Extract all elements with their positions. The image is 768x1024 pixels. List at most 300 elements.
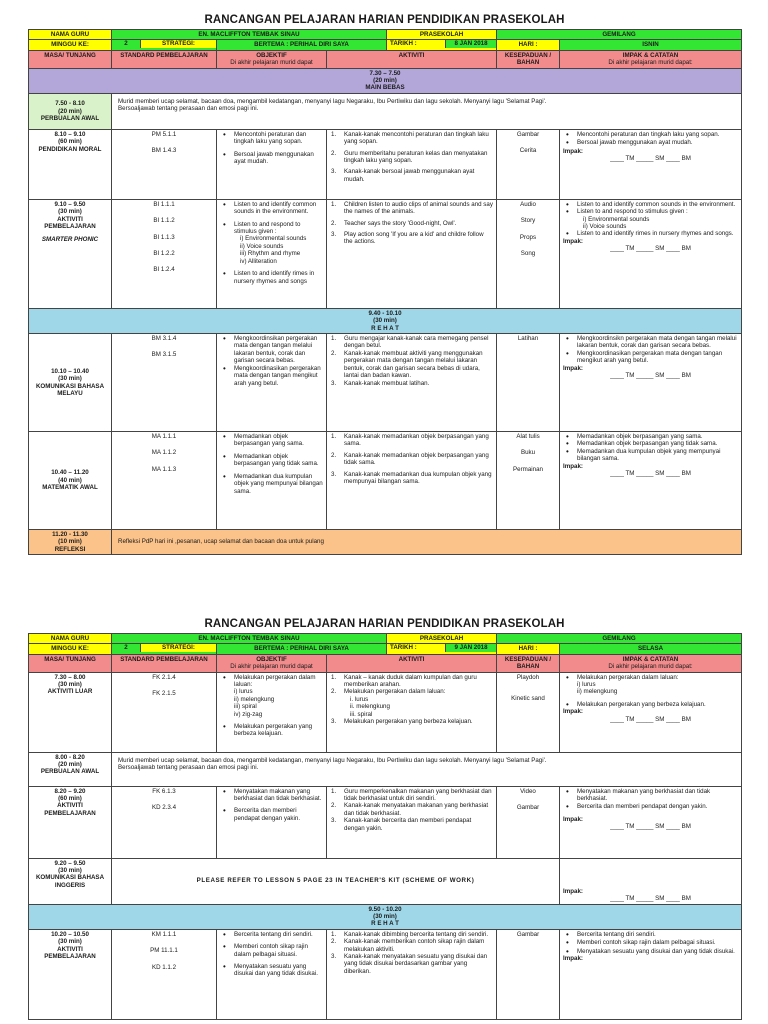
last-learning-time [29,929,112,1019]
col-standard: STANDARD PEMBELAJARAN [112,50,217,68]
objective-text: Listen to and respond to stimulus given : [234,220,301,236]
objective-item: • Menyatakan sesuatu yang disukai dan yang tidak disukai. [234,963,323,978]
last-learning-impact [560,929,742,1019]
activity-text: Children listen to audio clips of animal sounds and say the names of the animals. [344,200,493,216]
day-value: ISNIN [560,40,742,50]
free-play-duration: (20 min) [373,77,397,85]
standard-code: BI 1.1.2 [153,217,175,225]
activity-subitem: i. lurus [350,695,369,703]
date-value: 8 JAN 2018 [445,40,496,47]
english-row [29,858,742,904]
lesson-plan-tuesday [28,618,741,1020]
last-learning-objectives [217,929,327,1019]
activity-text: Kanak-kanak memberikan contoh sikap rajin dalam melakukan aktiviti. [344,938,485,953]
duration: (60 min) [58,138,82,146]
session-label: MATEMATIK AWAL [42,484,98,492]
material: Alat tulis [516,433,540,441]
week-strategy-cell [112,644,217,654]
impact-item: • Menyatakan makanan yang berkhasiat dan tidak berkhasiat. [577,788,738,803]
material: Gambar [516,130,540,138]
time-range: 7.50 - 8.10 [55,100,85,108]
malay-activities [327,334,497,432]
learning-materials [497,786,560,858]
column-headers [29,654,742,672]
activity-text: Kanak-kanak menyatakan sesuatu yang disukai dan yang tidak disukai berdasarkan gambar yang diberikan. [344,953,488,975]
col-impact [560,654,742,672]
impact-scale: ____ TM _____ SM ____ BM [610,895,691,903]
page-title: RANCANGAN PELAJARAN HARIAN PENDIDIKAN PRASEKOLAH [204,618,565,630]
learning-objectives [217,786,327,858]
free-play-row [29,68,742,93]
week-label: MINGGU KE: [29,644,112,654]
learning-impact [560,786,742,858]
impact-label: Impak: [563,462,583,470]
col-objective-sub: Di akhir pelajaran murid dapat [230,59,313,67]
math-impact [560,432,742,530]
objective-item: • Listen to and identify rimes in nursery rhymes and songs [234,270,323,285]
break-duration: (30 min) [373,913,397,921]
duration: (30 min) [58,375,82,383]
col-impact [560,50,742,68]
session-label: AKTIVITI PEMBELAJARAN [44,802,96,817]
impact-item: • Mencontohi peraturan dan tingkah laku yang sopan. [577,131,738,138]
break-duration: (30 min) [373,317,397,325]
material: Video [520,787,536,795]
objective-item: • Melakukan pergerakan yang berbeza kelajuan. [234,723,323,738]
break-row [29,904,742,929]
standard-code: KM 1.1.1 [151,930,177,938]
duration: (10 min) [58,538,82,546]
math-time [29,432,112,530]
activity-text: Kanak-kanak membuat latihan. [344,379,430,387]
activity-text: Play action song 'If you are a kid' and childre follow the actions. [344,231,484,246]
header-row-teacher [29,634,742,644]
impact-item: • Bercerita tentang diri sendiri. [577,931,738,938]
activity-item: 3. Melakukan pergerakan yang berbeza kelajuan. [331,718,473,726]
time-range: 7.30 – 8.00 [54,673,86,681]
session-label: AKTIVITI LUAR [47,688,93,696]
lesson-plan-table [28,29,742,555]
objective-item: • Mencontohi peraturan dan tingkah laku yang sopan. [234,131,323,146]
material: Buku [520,449,536,457]
material: Playdoh [516,673,540,681]
reflection-time [29,530,112,555]
math-materials [497,432,560,530]
column-headers [29,50,742,68]
material: Gambar [516,930,540,938]
duration: (20 min) [58,107,82,115]
time-range: 10.10 – 10.40 [51,367,89,375]
math-standards [112,432,217,530]
phonic-row [29,199,742,308]
morning-talk-row [29,93,742,129]
outdoor-time [29,672,112,752]
col-impact-sub: Di akhir pelajaran murid dapat: [608,59,693,67]
malay-objectives [217,334,327,432]
date-label: TARIKH : [390,40,417,48]
col-objective-title: OBJEKTIF [256,655,287,663]
moral-impact [560,129,742,199]
duration: (30 min) [58,208,82,216]
activity-text: Guru mengajar kanak-kanak cara memegang pensel dengan betul. [344,335,489,350]
class-name: GEMILANG [497,634,742,644]
objective-item [234,221,323,265]
activity-text: Melakukan pergerakan yang berbeza kelajuan. [344,718,473,726]
english-note: PLEASE REFER TO LESSON 5 PAGE 23 IN TEACHER'S KIT (SCHEME OF WORK) [112,858,560,904]
lesson-plan-monday [28,14,741,555]
strategy-label: STRATEGI: [140,644,216,651]
malay-materials [497,334,560,432]
impact-item: • Menyatakan sesuatu yang disukai dan yang tidak disukai. [577,948,738,955]
theme: BERTEMA : PERIHAL DIRI SAYA [217,40,387,50]
objective-item: • Memadankan objek berpasangan yang tidak sama. [234,453,323,468]
header-row-week [29,40,742,50]
standard-code: MA 1.1.3 [151,465,177,473]
day-value: SELASA [560,644,742,654]
free-play-time: 7.30 – 7.50 [369,69,401,77]
material: Props [519,233,537,241]
phonic-standards [112,199,217,308]
col-activity: AKTIVITI [327,50,497,68]
activity-item: 3. Kanak-kanak menyatakan sesuatu yang disukai dan yang tidak disukai berdasarkan gambar yang diberikan. [331,953,488,975]
objective-item: • Memadankan dua kumpulan objek yang mempunyai bilangan sama. [234,473,323,495]
objective-subitem: ii) Voice sounds [240,242,284,250]
col-time: MASA/ TUNJANG [29,654,112,672]
preschool-label: PRASEKOLAH [387,634,497,644]
session-label: REFLEKSI [54,545,86,553]
morning-talk-text [112,752,742,786]
col-time: MASA/ TUNJANG [29,50,112,68]
activity-text: Kanak-kanak membuat aktiviti yang menggunakan pergerakan mata dengan tangan melalui lakaran bentuk, corak dan garisan secara bebas di udara, lantai dan badan kawan. [344,349,483,380]
objective-subitem: ii) melengkung [234,695,275,703]
activity-subitem: iii. spiral [350,710,373,718]
morning-talk-time [29,93,112,129]
theme: BERTEMA : PERIHAL DIRI SAYA [217,644,387,654]
session-label: AKTIVITI PEMBELAJARAN [44,215,96,231]
morning-talk-line-2: Bersoaljawab tentang perasaan dan emosi pagi ini. [118,105,259,113]
moral-row [29,129,742,199]
impact-label: Impak: [563,147,583,155]
impact-scale: ____ TM _____ SM ____ BM [610,823,691,831]
objective-item: • Listen to and identify common sounds in the environment. [234,201,323,216]
activity-item: 3. Play action song 'If you are a kid' and childre follow the actions. [331,231,484,246]
phonic-time [29,199,112,308]
outdoor-objectives [217,672,327,752]
activity-item: 1. Kanak-kanak mencontohi peraturan dan tingkah laku yang sopan. [331,130,489,146]
time-range: 8.00 - 8.20 [55,753,85,761]
duration: (20 min) [58,761,82,769]
material: Cerita [519,147,537,155]
impact-scale: ____ TM _____ SM ____ BM [610,245,691,253]
header-row-week [29,644,742,654]
activity-text: Kanak-kanak memadankan objek berpasangan yang tidak sama. [344,451,489,467]
impact-label: Impak: [563,815,583,823]
standard-code: BM 3.1.5 [151,351,177,359]
session-label: PERBUALAN AWAL [40,768,100,776]
objective-item: • Bercerita dan memberi pendapat dengan yakin. [234,807,323,822]
impact-text: Melakukan pergerakan dalam laluan: [577,673,679,681]
activity-text: Kanak-kanak bercerita dan memberi pendapat dengan yakin. [344,817,472,832]
strategy-label: STRATEGI: [140,40,216,47]
objective-item: • Mengkoordinasikan pergerakan mata dengan tangan mengikut arah yang betul. [234,365,323,387]
activity-item: 3. Kanak-kanak bersoal jawab menggunakan ayat mudah. [331,168,475,183]
activity-item: 1. Kanak-kanak dibimbing bercerita tentang diri sendiri. [331,930,489,938]
standard-code: FK 2.1.5 [152,690,176,698]
objective-item: • Memadankan objek berpasangan yang sama. [234,433,323,448]
morning-talk-line-1: Murid memberi ucap selamat, bacaan doa, mengambil kedatangan, menyanyi lagu Negaraku, Ibu Pertiwiku dan lagu sekolah. Menyanyi lagu 'Selamat Pagi'. [118,97,547,105]
activity-text: Kanak-kanak mencontohi peraturan dan tingkah laku yang sopan. [344,130,489,146]
impact-item: • Listen to and identify rimes in nursery rhymes and songs. [577,230,738,237]
standard-code: BM 3.1.4 [151,335,177,343]
duration: (30 min) [58,867,82,875]
standard-code: BI 1.1.1 [153,200,175,208]
day-label: HARI : [497,40,560,50]
impact-item: • Memadankan objek berpasangan yang sama. [577,433,738,440]
objective-subitem: iii) spiral [234,703,257,711]
time-range: 9.10 – 9.50 [54,200,86,208]
date-label: TARIKH : [390,644,417,652]
standard-code: MA 1.1.1 [151,433,177,441]
date-cell [387,40,497,50]
time-range: 9.20 – 9.50 [54,859,86,867]
col-objective [217,50,327,68]
week-label: MINGGU KE: [29,40,112,50]
col-impact-sub: Di akhir pelajaran murid dapat: [608,663,693,671]
last-learning-activities [327,929,497,1019]
duration: (30 min) [58,938,82,946]
learning-time [29,786,112,858]
col-integration: KESEPADUAN / BAHAN [497,654,560,672]
session-label: KOMUNIKASI BAHASA MELAYU [35,382,105,397]
material: Song [520,250,536,258]
activity-text: Kanak – kanak duduk dalam kumpulan dan guru memberikan arahan. [344,673,477,689]
col-integration: KESEPADUAN / BAHAN [497,50,560,68]
impact-label: Impak: [563,887,583,895]
objective-subitem: i) lurus [234,688,253,696]
objective-item: • Mengkoordinsikan pergerakan mata dengan tangan melalui lakaran bentuk, corak dan garisan secara bebas. [234,335,323,365]
morning-talk-line-1: Murid memberi ucap selamat, bacaan doa, mengambil kedatangan, menyanyi lagu Negaraku, Ibu Pertiwiku dan lagu sekolah. Menyanyi lagu 'Selamat Pagi'. [118,756,547,764]
standard-code: BI 1.1.3 [153,233,175,241]
last-learning-materials [497,929,560,1019]
activity-text: Kanak-kanak memadankan dua kumpulan objek yang mempunyai bilangan sama. [344,470,492,486]
standard-code: FK 6.1.3 [152,787,176,795]
impact-scale: ____ TM _____ SM ____ BM [610,372,691,380]
outdoor-materials [497,672,560,752]
break-time: 9.50 - 10.20 [368,905,402,913]
teacher-label: NAMA GURU [29,30,112,40]
impact-item: • Mengkoordinasikan pergerakan mata dengan tangan mengikut arah yang betul. [577,350,738,365]
objective-item: • Bercerita tentang diri sendiri. [234,931,323,938]
moral-time [29,129,112,199]
activity-item: 2. Teacher says the story 'Good-night, Owl'. [331,219,457,227]
impact-scale: ____ TM _____ SM ____ BM [610,715,691,723]
impact-label: Impak: [563,364,583,372]
activity-item: 3. Kanak-kanak membuat latihan. [331,379,430,387]
activity-item: 2. Kanak-kanak menyatakan makanan yang berkhasiat dan tidak berkhasiat. [331,802,489,817]
standard-code: PM 5.1.1 [151,130,177,138]
activity-subitem: ii. melengkung [350,703,390,711]
lesson-plan-table [28,633,742,1020]
activity-item: 1. Kanak-kanak memadankan objek berpasangan yang sama. [331,433,489,448]
activity-text: Melakukan pergerakan dalam laluan: [344,688,446,696]
math-activities [327,432,497,530]
activity-text: Teacher says the story 'Good-night, Owl'. [344,219,457,227]
outdoor-impact [560,672,742,752]
duration: (40 min) [58,476,82,484]
moral-activities [327,129,497,199]
standard-code: KD 2.3.4 [151,804,177,812]
malay-time [29,334,112,432]
date-cell [387,644,497,654]
objective-item [234,674,323,718]
material: Permainan [513,465,543,473]
impact-label: Impak: [563,237,583,245]
phonic-impact [560,199,742,308]
standard-code: BI 1.2.4 [153,266,175,274]
impact-item: • Memadankan dua kumpulan objek yang mempunyai bilangan sama. [577,448,738,463]
time-range: 10.20 – 10.50 [51,930,89,938]
break-label: R E H A T [371,324,399,332]
activity-text: Kanak-kanak bersoal jawab menggunakan ayat mudah. [344,168,475,183]
date-value: 9 JAN 2018 [445,644,496,651]
objective-item: • Menyatakan makanan yang berkhasiat dan tidak berkhasiat. [234,788,323,803]
break-row [29,308,742,333]
reflection-text: Refleksi PdP hari ini ,pesanan, ucap selamat dan bacaan doa untuk pulang [112,530,742,555]
objective-item: • Memberi contoh sikap rajin dalam pelbagai situasi. [234,943,323,958]
learning-activities [327,786,497,858]
moral-objectives [217,129,327,199]
session-sublabel: SMARTER PHONIC [41,236,99,244]
impact-item: • Listen to and identify common sounds in the environment. [577,201,738,208]
malay-impact [560,334,742,432]
standard-code: PM 11.1.1 [150,947,178,955]
time-range: 8.10 – 9.10 [54,130,86,138]
outdoor-activities [327,672,497,752]
last-learning-standards [112,929,217,1019]
activity-item: 2. Guru memberitahu peraturan kelas dan menyatakan tingkah laku yang sopan. [331,149,488,165]
activity-item: 1. Guru mengajar kanak-kanak cara memegang pensel dengan betul. [331,335,489,350]
activity-item: 2. Kanak-kanak memadankan objek berpasangan yang tidak sama. [331,451,489,467]
activity-item: 2. Kanak-kanak memberikan contoh sikap rajin dalam melakukan aktiviti. [331,938,485,953]
col-impact-title: IMPAK & CATATAN [622,655,679,663]
session-label: PERBUALAN AWAL [40,115,100,123]
activity-item: 2. Kanak-kanak membuat aktiviti yang menggunakan pergerakan mata dengan tangan melalui lakaran bentuk, corak dan garisan secara bebas di udara, lantai dan badan kawan. [331,349,483,380]
impact-item: • Memberi contoh sikap rajin dalam pelbagai situasi. [577,939,738,946]
standard-code: MA 1.1.2 [151,449,177,457]
impact-subitem: ii) melengkung [577,688,618,696]
activity-text: Guru memperkenalkan makanan yang berkhasiat dan tidak berkhasiat untuk diri sendiri. [344,787,492,803]
col-objective [217,654,327,672]
header-row-teacher [29,30,742,40]
impact-item: • Bercerita dan memberi pendapat dengan yakin. [577,803,738,810]
objective-subitem: i) Environmental sounds [240,235,307,243]
day-label: HARI : [497,644,560,654]
morning-talk-row [29,752,742,786]
activity-item: 3. Kanak-kanak bercerita dan memberi pendapat dengan yakin. [331,817,472,832]
break-time: 9.40 - 10.10 [368,309,402,317]
activity-item: 1. Guru memperkenalkan makanan yang berkhasiat dan tidak berkhasiat untuk diri sendiri. [331,787,492,803]
material: Kinetic sand [511,695,545,703]
moral-materials [497,129,560,199]
teacher-label: NAMA GURU [29,634,112,644]
week-number: 2 [124,40,128,48]
time-range: 10.40 – 11.20 [51,469,89,477]
impact-subitem: i) Environmental sounds [583,215,650,223]
moral-standards [112,129,217,199]
session-label: AKTIVITI PEMBELAJARAN [44,945,96,961]
english-time [29,858,112,904]
last-learning-row [29,929,742,1019]
impact-item: • Bersoal jawab menggunakan ayat mudah. [577,139,738,146]
objective-subitem: iv) Alliteration [240,257,277,265]
english-impact [560,858,742,904]
activity-text: Kanak-kanak memadankan objek berpasangan yang sama. [344,433,489,448]
session-label: PENDIDIKAN MORAL [38,145,102,153]
morning-talk-text [112,93,742,129]
teacher-name: EN. MACLIFFTON TEMBAK SINAU [112,634,387,644]
morning-talk-line-2: Bersoaljawab tentang perasaan dan emosi pagi ini. [118,764,259,772]
standard-code: KD 1.1.2 [151,963,177,971]
standard-code: BI 1.2.2 [153,250,175,258]
morning-talk-time [29,752,112,786]
reflection-row [29,530,742,555]
impact-item: • Mengkoordinsikn pergerakan mata dengan tangan melalui lakaran bentuk, corak dan garisan secara bebas. [577,335,738,350]
week-number: 2 [124,644,128,652]
impact-item: • Melakukan pergerakan yang berbeza kelajuan. [577,701,738,708]
material: Latihan [517,335,539,343]
impact-scale: ____ TM _____ SM ____ BM [610,155,691,163]
learning-row [29,786,742,858]
time-range: 8.20 – 9.20 [54,787,86,795]
phonic-activities [327,199,497,308]
impact-item [577,674,738,696]
math-objectives [217,432,327,530]
objective-subitem: iv) zig-zag [234,710,263,718]
impact-label: Impak: [563,955,583,963]
activity-item: 3. Kanak-kanak memadankan dua kumpulan objek yang mempunyai bilangan sama. [331,470,492,486]
impact-label: Impak: [563,708,583,716]
phonic-materials [497,199,560,308]
col-objective-title: OBJEKTIF [256,51,287,59]
phonic-objectives [217,199,327,308]
impact-subitem: i) lurus [577,681,596,689]
impact-item [577,208,738,230]
objective-text: Melakukan pergerakan dalam laluan: [234,673,316,689]
outdoor-row [29,672,742,752]
activity-text: Guru memberitahu peraturan kelas dan menyatakan tingkah laku yang sopan. [344,149,488,165]
objective-subitem: iii) Rhythm and rhyme [240,250,301,258]
duration: (60 min) [58,795,82,803]
material: Gambar [516,804,540,812]
col-impact-title: IMPAK & CATATAN [622,51,679,59]
activity-text: Kanak-kanak menyatakan makanan yang berkhasiat dan tidak berkhasiat. [344,802,489,817]
col-activity: AKTIVITI [327,654,497,672]
activity-text: Kanak-kanak dibimbing bercerita tentang diri sendiri. [344,930,489,938]
material: Story [520,217,536,225]
outdoor-standards [112,672,217,752]
activity-item: 2. Melakukan pergerakan dalam laluan: i. lurus ii. melengkung iii. spiral [344,688,493,718]
session-label: KOMUNIKASI BAHASA INGGERIS [35,874,105,889]
teacher-name: EN. MACLIFFTON TEMBAK SINAU [112,30,387,40]
standard-code: BM 1.4.3 [151,147,177,155]
week-strategy-cell [112,40,217,50]
impact-item: • Memadankan objek berpasangan yang tidak sama. [577,440,738,447]
objective-item: • Bersoal jawab menggunakan ayat mudah. [234,151,323,166]
col-objective-sub: Di akhir pelajaran murid dapat [230,663,313,671]
math-row [29,432,742,530]
time-range: 11.20 - 11.30 [52,531,88,539]
free-play-label: MAIN BEBAS [365,84,405,92]
